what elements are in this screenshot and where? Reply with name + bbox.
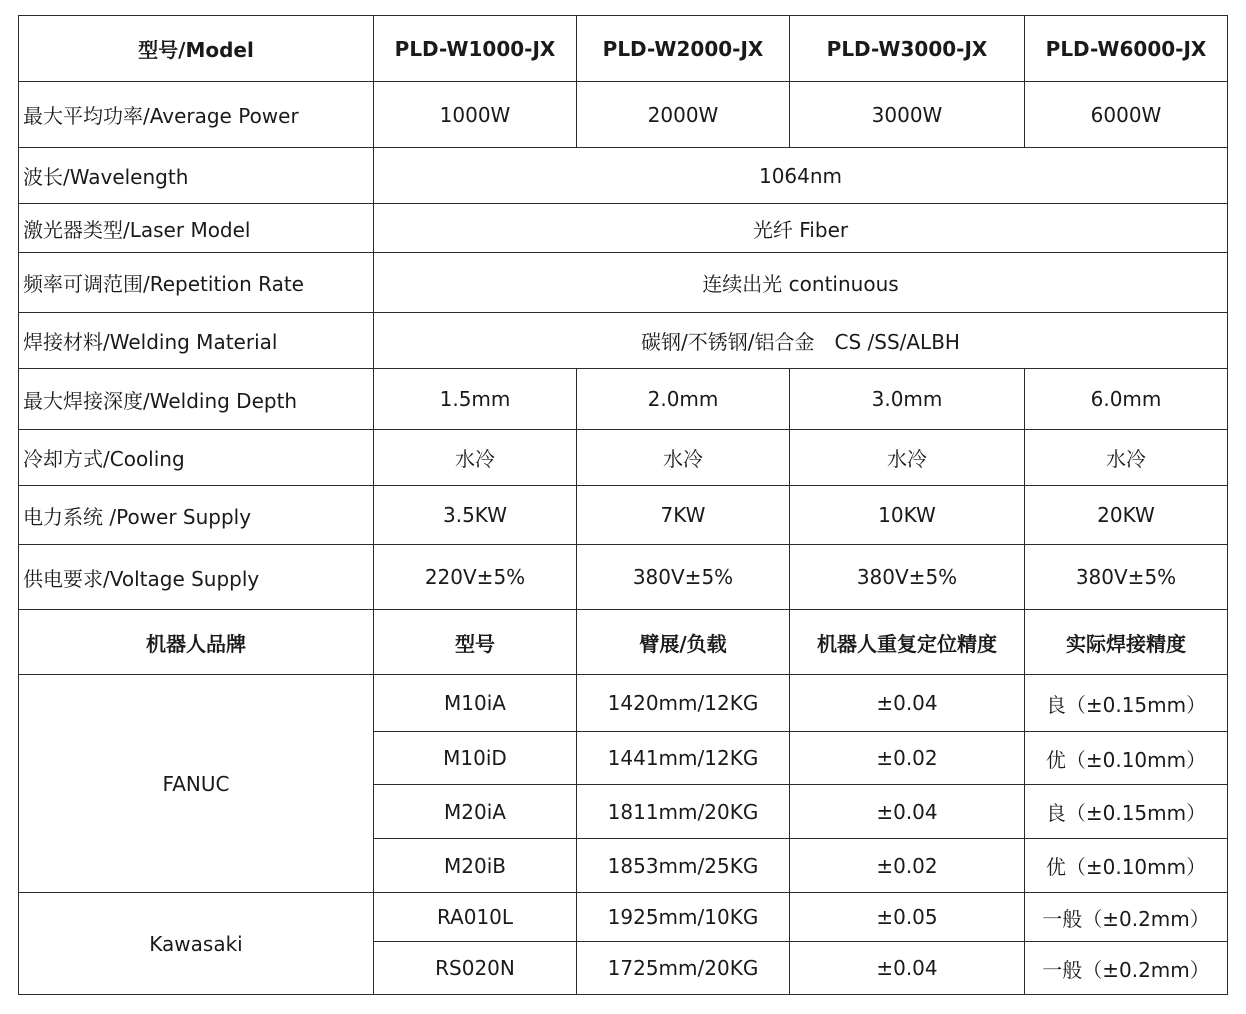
robot-reach-payload: 1925mm/10KG bbox=[577, 893, 790, 942]
spec-row-cooling bbox=[19, 430, 1228, 486]
spec-row-wavelength bbox=[19, 148, 1228, 204]
robot-reach-payload: 1811mm/20KG bbox=[577, 785, 790, 839]
robot-header-cell: 机器人重复定位精度 bbox=[790, 610, 1025, 675]
spec-value: 3.5KW bbox=[374, 486, 577, 545]
spec-value: 7KW bbox=[577, 486, 790, 545]
model-name: PLD-W1000-JX bbox=[374, 16, 577, 82]
spec-value: 光纤 Fiber bbox=[374, 204, 1228, 253]
robot-brand-fanuc: FANUC bbox=[19, 675, 374, 893]
robot-row bbox=[19, 675, 1228, 732]
robot-repeatability: ±0.04 bbox=[790, 942, 1025, 995]
model-name: PLD-W3000-JX bbox=[790, 16, 1025, 82]
spec-label: 焊接材料/Welding Material bbox=[19, 313, 374, 369]
spec-value: 连续出光 continuous bbox=[374, 253, 1228, 313]
weld-precision: 良（±0.15mm） bbox=[1025, 785, 1228, 839]
robot-repeatability: ±0.04 bbox=[790, 675, 1025, 732]
spec-row-voltage bbox=[19, 545, 1228, 610]
spec-label: 频率可调范围/Repetition Rate bbox=[19, 253, 374, 313]
robot-model: M20iB bbox=[374, 839, 577, 893]
spec-value: 水冷 bbox=[577, 430, 790, 486]
robot-model: M20iA bbox=[374, 785, 577, 839]
spec-label: 波长/Wavelength bbox=[19, 148, 374, 204]
robot-header-row bbox=[19, 610, 1228, 675]
spec-label: 最大焊接深度/Welding Depth bbox=[19, 369, 374, 430]
robot-row bbox=[19, 893, 1228, 942]
spec-value: 碳钢/不锈钢/铝合金 CS /SS/ALBH bbox=[374, 313, 1228, 369]
spec-value: 水冷 bbox=[374, 430, 577, 486]
spec-label: 激光器类型/Laser Model bbox=[19, 204, 374, 253]
spec-value: 1.5mm bbox=[374, 369, 577, 430]
spec-value: 3.0mm bbox=[790, 369, 1025, 430]
spec-value: 6000W bbox=[1025, 82, 1228, 148]
spec-table bbox=[18, 15, 1228, 995]
spec-row-power-supply bbox=[19, 486, 1228, 545]
spec-value: 380V±5% bbox=[790, 545, 1025, 610]
spec-row-power bbox=[19, 82, 1228, 148]
weld-precision: 良（±0.15mm） bbox=[1025, 675, 1228, 732]
spec-row-laser bbox=[19, 204, 1228, 253]
spec-row-frequency bbox=[19, 253, 1228, 313]
robot-header-cell: 型号 bbox=[374, 610, 577, 675]
spec-row-material bbox=[19, 313, 1228, 369]
spec-value: 20KW bbox=[1025, 486, 1228, 545]
weld-precision: 优（±0.10mm） bbox=[1025, 839, 1228, 893]
spec-value: 380V±5% bbox=[1025, 545, 1228, 610]
spec-label: 电力系统 /Power Supply bbox=[19, 486, 374, 545]
robot-header-cell: 机器人品牌 bbox=[19, 610, 374, 675]
spec-label: 冷却方式/Cooling bbox=[19, 430, 374, 486]
robot-reach-payload: 1420mm/12KG bbox=[577, 675, 790, 732]
spec-value: 水冷 bbox=[790, 430, 1025, 486]
spec-value: 1064nm bbox=[374, 148, 1228, 204]
spec-value: 3000W bbox=[790, 82, 1025, 148]
robot-repeatability: ±0.02 bbox=[790, 839, 1025, 893]
robot-header-cell: 实际焊接精度 bbox=[1025, 610, 1228, 675]
robot-repeatability: ±0.04 bbox=[790, 785, 1025, 839]
spec-value: 2.0mm bbox=[577, 369, 790, 430]
robot-brand-kawasaki: Kawasaki bbox=[19, 893, 374, 995]
spec-label: 最大平均功率/Average Power bbox=[19, 82, 374, 148]
spec-label: 供电要求/Voltage Supply bbox=[19, 545, 374, 610]
spec-value: 10KW bbox=[790, 486, 1025, 545]
spec-value: 水冷 bbox=[1025, 430, 1228, 486]
spec-value: 6.0mm bbox=[1025, 369, 1228, 430]
robot-reach-payload: 1725mm/20KG bbox=[577, 942, 790, 995]
robot-model: M10iA bbox=[374, 675, 577, 732]
spec-value: 2000W bbox=[577, 82, 790, 148]
robot-reach-payload: 1441mm/12KG bbox=[577, 732, 790, 785]
robot-reach-payload: 1853mm/25KG bbox=[577, 839, 790, 893]
robot-model: RS020N bbox=[374, 942, 577, 995]
robot-repeatability: ±0.05 bbox=[790, 893, 1025, 942]
model-label: 型号/Model bbox=[19, 16, 374, 82]
spec-row-depth bbox=[19, 369, 1228, 430]
spec-value: 1000W bbox=[374, 82, 577, 148]
weld-precision: 一般（±0.2mm） bbox=[1025, 942, 1228, 995]
spec-value: 220V±5% bbox=[374, 545, 577, 610]
robot-model: RA010L bbox=[374, 893, 577, 942]
weld-precision: 优（±0.10mm） bbox=[1025, 732, 1228, 785]
spec-value: 380V±5% bbox=[577, 545, 790, 610]
model-header-row bbox=[19, 16, 1228, 82]
robot-model: M10iD bbox=[374, 732, 577, 785]
robot-header-cell: 臂展/负载 bbox=[577, 610, 790, 675]
model-name: PLD-W2000-JX bbox=[577, 16, 790, 82]
model-name: PLD-W6000-JX bbox=[1025, 16, 1228, 82]
robot-repeatability: ±0.02 bbox=[790, 732, 1025, 785]
weld-precision: 一般（±0.2mm） bbox=[1025, 893, 1228, 942]
